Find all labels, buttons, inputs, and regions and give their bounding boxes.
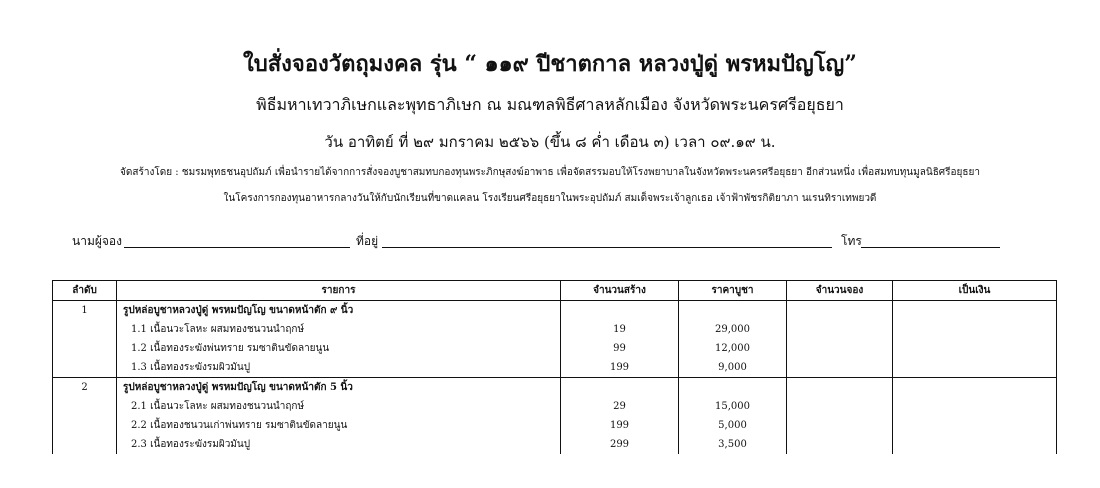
col-header-amount: เป็นเงิน	[893, 281, 1057, 301]
price-cell: 15,000	[679, 397, 787, 416]
qty-made-cell: 199	[561, 416, 679, 435]
qty-booked-cell[interactable]	[787, 397, 893, 416]
item-name: 1.2 เนื้อทองระฆังพ่นทราย รมซาตินขัดลายนูน	[117, 339, 561, 358]
qty-booked-cell[interactable]	[787, 378, 893, 398]
item-name: 1.1 เนื้อนวะโลหะ ผสมทองชนวนนำฤกษ์	[117, 320, 561, 339]
qty-booked-cell[interactable]	[787, 320, 893, 339]
organizer-note: จัดสร้างโดย : ชมรมพุทธชนอุปถัมภ์ เพื่อนำรายได้จากการสั่งจองบูชาสมทบกองทุนพระภิกษุสงฆ์อาพาธ เพื่อจัดสรรมอบให้โรงพยาบาลในจังหวัดพระนครศรีอยุธยา อีกส่วนหนึ่ง เพื่อสมทบทุนมูลนิธิศรีอยุธยา	[120, 167, 980, 178]
col-header-qty-made: จำนวนสร้าง	[561, 281, 679, 301]
table-row	[53, 397, 1057, 416]
qty-made-cell: 199	[561, 358, 679, 378]
item-name: 2.2 เนื้อทองชนวนเก่าพ่นทราย รมซาตินขัดลายนูน	[117, 416, 561, 435]
qty-booked-cell[interactable]	[787, 416, 893, 435]
price-cell	[679, 301, 787, 321]
document-title: ใบสั่งจองวัตถุมงคล รุ่น “ ๑๑๙ ปีชาตกาล หลวงปู่ดู่ พรหมปัญโญ”	[243, 51, 857, 77]
row-number	[53, 339, 117, 358]
qty-booked-cell[interactable]	[787, 301, 893, 321]
qty-made-cell	[561, 301, 679, 321]
price-cell: 12,000	[679, 339, 787, 358]
item-group-title: รูปหล่อบูชาหลวงปู่ดู่ พรหมปัญโญ ขนาดหน้าตัก 5 นิ้ว	[117, 378, 561, 398]
item-group-title: รูปหล่อบูชาหลวงปู่ดู่ พรหมปัญโญ ขนาดหน้าตัก ๙ นิ้ว	[117, 301, 561, 321]
qty-made-cell: 19	[561, 320, 679, 339]
ceremony-date: วัน อาทิตย์ ที่ ๒๙ มกราคม ๒๕๖๖ (ขึ้น ๘ ค่ำ เดือน ๓) เวลา ๐๙.๑๙ น.	[324, 133, 776, 151]
row-number	[53, 320, 117, 339]
item-name: 1.3 เนื้อทองระฆังรมผิวมันปู	[117, 358, 561, 378]
price-cell: 9,000	[679, 358, 787, 378]
col-header-price: ราคาบูชา	[679, 281, 787, 301]
amount-cell[interactable]	[893, 339, 1057, 358]
phone-field[interactable]	[861, 247, 1000, 248]
row-number	[53, 358, 117, 378]
table-row	[53, 435, 1057, 454]
qty-booked-cell[interactable]	[787, 339, 893, 358]
phone-label: โทร	[841, 234, 862, 248]
table-row	[53, 378, 1057, 398]
amount-cell[interactable]	[893, 416, 1057, 435]
row-number: 2	[53, 378, 117, 398]
amount-cell[interactable]	[893, 435, 1057, 454]
qty-made-cell: 29	[561, 397, 679, 416]
amount-cell[interactable]	[893, 397, 1057, 416]
table-row	[53, 416, 1057, 435]
price-cell: 5,000	[679, 416, 787, 435]
row-number	[53, 397, 117, 416]
col-header-qty-booked: จำนวนจอง	[787, 281, 893, 301]
price-cell: 3,500	[679, 435, 787, 454]
table-row	[53, 358, 1057, 378]
row-number	[53, 416, 117, 435]
qty-booked-cell[interactable]	[787, 358, 893, 378]
qty-booked-cell[interactable]	[787, 435, 893, 454]
table-header-row	[53, 281, 1057, 301]
row-number: 1	[53, 301, 117, 321]
order-table	[52, 280, 1057, 454]
address-field[interactable]	[382, 247, 832, 248]
col-header-no: ลำดับ	[53, 281, 117, 301]
col-header-item: รายการ	[117, 281, 561, 301]
item-name: 2.3 เนื้อทองระฆังรมผิวมันปู	[117, 435, 561, 454]
item-name: 2.1 เนื้อนวะโลหะ ผสมทองชนวนนำฤกษ์	[117, 397, 561, 416]
table-row	[53, 320, 1057, 339]
table-row	[53, 301, 1057, 321]
qty-made-cell	[561, 378, 679, 398]
qty-made-cell: 299	[561, 435, 679, 454]
amount-cell[interactable]	[893, 378, 1057, 398]
amount-cell[interactable]	[893, 301, 1057, 321]
name-field[interactable]	[124, 247, 350, 248]
booking-form-row	[72, 232, 1002, 252]
qty-made-cell: 99	[561, 339, 679, 358]
table-row	[53, 339, 1057, 358]
price-cell: 29,000	[679, 320, 787, 339]
row-number	[53, 435, 117, 454]
ceremony-subtitle: พิธีมหาเทวาภิเษกและพุทธาภิเษก ณ มณฑลพิธีศาลหลักเมือง จังหวัดพระนครศรีอยุธยา	[256, 95, 844, 114]
project-note: ในโครงการกองทุนอาหารกลางวันให้กับนักเรียนที่ขาดแคลน โรงเรียนศรีอยุธยาในพระอุปถัมภ์ สมเด็จพระเจ้าลูกเธอ เจ้าฟ้าพัชรกิติยาภา นเรนทิราเทพยวดี	[223, 193, 877, 204]
address-label: ที่อยู่	[356, 234, 379, 248]
amount-cell[interactable]	[893, 358, 1057, 378]
name-label: นามผู้จอง	[72, 234, 122, 248]
price-cell	[679, 378, 787, 398]
amount-cell[interactable]	[893, 320, 1057, 339]
